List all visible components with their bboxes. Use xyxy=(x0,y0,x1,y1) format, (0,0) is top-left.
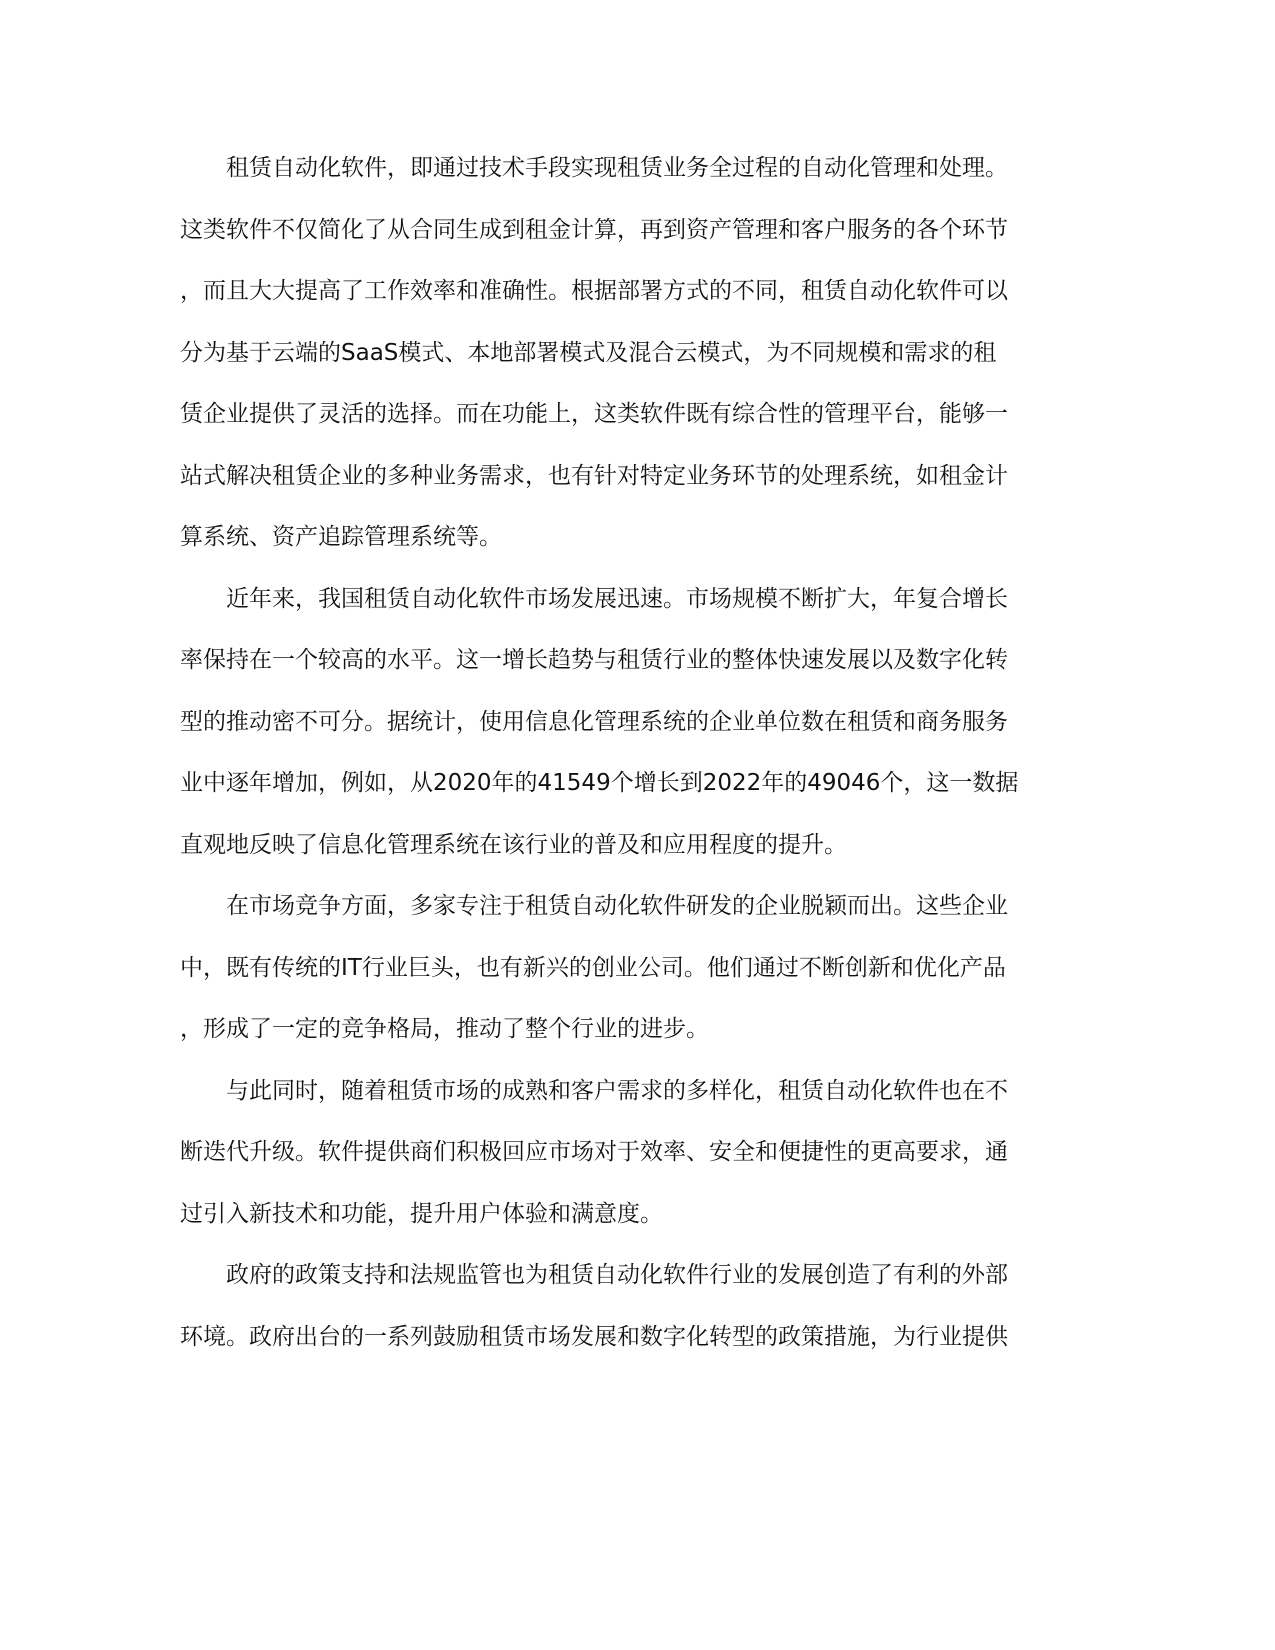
paragraph-policy xyxy=(180,1245,1040,1368)
text-line: 在市场竞争方面，多家专注于租赁自动化软件研发的企业脱颖而出。这些企业 xyxy=(226,893,1008,919)
text-line: 过引入新技术和功能，提升用户体验和满意度。 xyxy=(180,1200,663,1227)
text-line: 率保持在一个较高的水平。这一增长趋势与租赁行业的整体快速发展以及数字化转 xyxy=(180,647,1008,673)
text-line: 赁企业提供了灵活的选择。而在功能上，这类软件既有综合性的管理平台，能够一 xyxy=(180,401,1008,427)
text-line: 算系统、资产追踪管理系统等。 xyxy=(180,524,502,550)
text-line: ，形成了一定的竞争格局，推动了整个行业的进步。 xyxy=(180,1016,709,1042)
text-line: 近年来，我国租赁自动化软件市场发展迅速。市场规模不断扩大，年复合增长 xyxy=(226,585,1008,612)
paragraph-software-definition xyxy=(180,138,1040,569)
text-line: 与此同时，随着租赁市场的成熟和客户需求的多样化，租赁自动化软件也在不 xyxy=(226,1077,1008,1104)
text-line: 中，既有传统的IT行业巨头，也有新兴的创业公司。他们通过不断创新和优化产品 xyxy=(180,954,1006,981)
paragraph-competition xyxy=(180,876,1040,1061)
paragraph-iteration xyxy=(180,1061,1040,1246)
text-line: 站式解决租赁企业的多种业务需求，也有针对特定业务环节的处理系统，如租金计 xyxy=(180,462,1008,489)
paragraph-market-growth xyxy=(180,569,1040,877)
text-line: 环境。政府出台的一系列鼓励租赁市场发展和数字化转型的政策措施，为行业提供 xyxy=(180,1323,1008,1350)
text-line: 型的推动密不可分。据统计，使用信息化管理系统的企业单位数在租赁和商务服务 xyxy=(180,708,1008,735)
text-line: 直观地反映了信息化管理系统在该行业的普及和应用程度的提升。 xyxy=(180,831,847,858)
document-body xyxy=(180,138,1040,1368)
text-line: 分为基于云端的SaaS模式、本地部署模式及混合云模式，为不同规模和需求的租 xyxy=(180,339,997,366)
text-line: 租赁自动化软件，即通过技术手段实现租赁业务全过程的自动化管理和处理。 xyxy=(226,155,1008,181)
text-line: 断迭代升级。软件提供商们积极回应市场对于效率、安全和便捷性的更高要求，通 xyxy=(180,1139,1008,1165)
text-line: 政府的政策支持和法规监管也为租赁自动化软件行业的发展创造了有利的外部 xyxy=(226,1262,1008,1288)
text-line: 这类软件不仅简化了从合同生成到租金计算，再到资产管理和客户服务的各个环节 xyxy=(180,216,1008,243)
text-line: ，而且大大提高了工作效率和准确性。根据部署方式的不同，租赁自动化软件可以 xyxy=(180,278,1008,304)
text-line: 业中逐年增加，例如，从2020年的41549个增长到2022年的49046个，这一数据 xyxy=(180,770,1019,796)
